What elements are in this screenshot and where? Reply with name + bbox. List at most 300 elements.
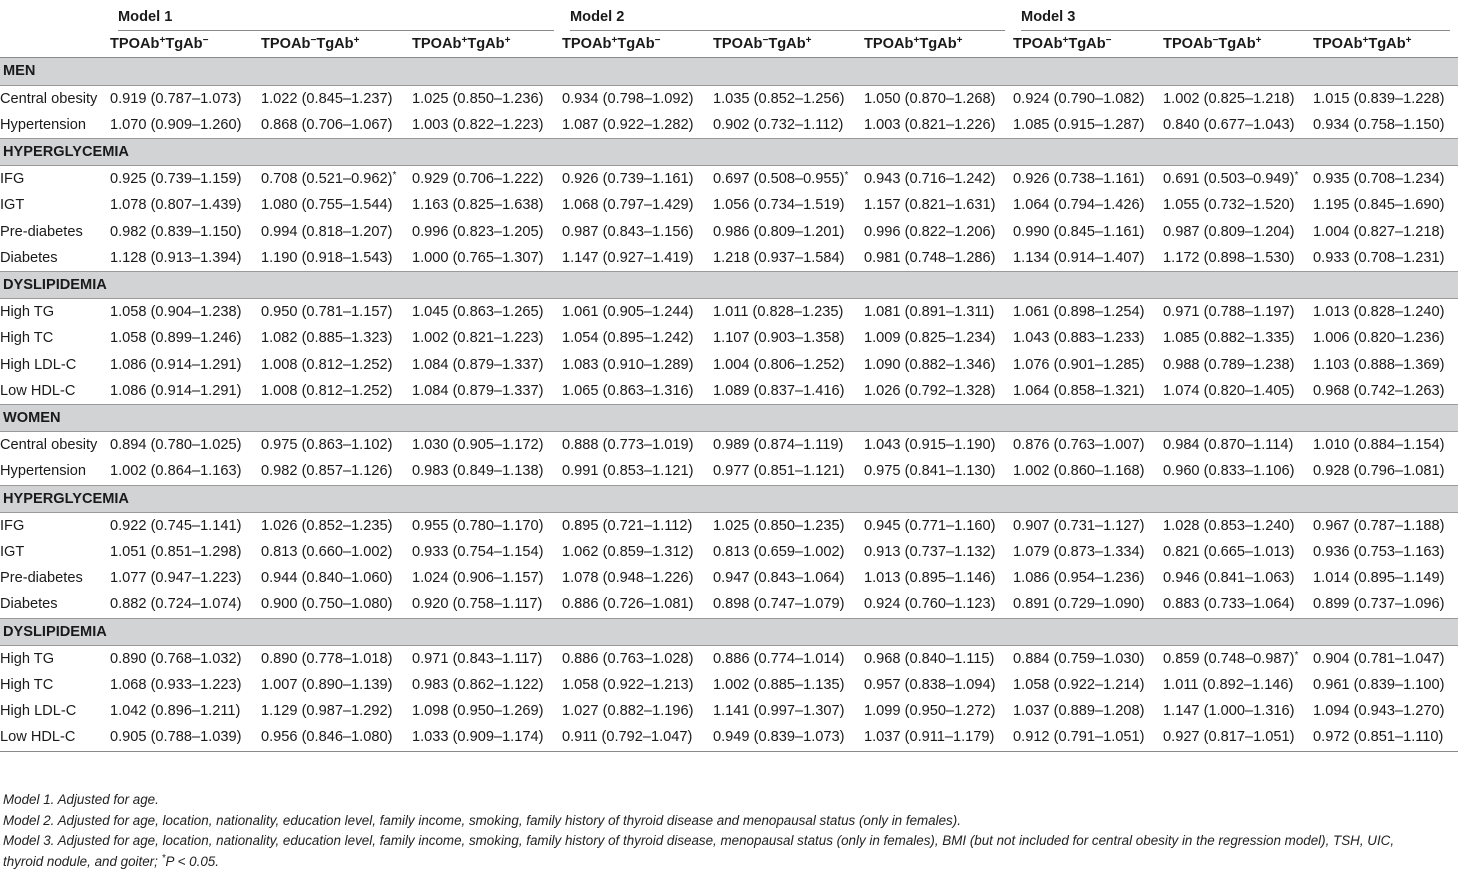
table-row xyxy=(0,698,1458,724)
footnote-model-3-cont xyxy=(3,852,1455,872)
antibody-sign: + xyxy=(1405,35,1412,47)
model-1-label: Model 1 xyxy=(118,4,554,31)
odds-ratio-cell: 1.141 (0.997–1.307) xyxy=(713,703,845,720)
odds-ratio-cell: 0.981 (0.748–1.286) xyxy=(864,249,996,266)
odds-ratio-cell: 1.079 (0.873–1.334) xyxy=(1013,544,1145,561)
odds-ratio-cell: 1.003 (0.821–1.226) xyxy=(864,116,996,133)
table-row xyxy=(0,219,1458,245)
odds-ratio-cell: 1.076 (0.901–1.285) xyxy=(1013,356,1145,373)
odds-ratio-cell: 0.882 (0.724–1.074) xyxy=(110,596,242,613)
odds-ratio-cell: 1.086 (0.954–1.236) xyxy=(1013,570,1145,587)
odds-ratio-cell: 0.996 (0.823–1.205) xyxy=(412,223,544,240)
table-row xyxy=(0,458,1458,485)
table-row xyxy=(0,672,1458,698)
antibody-name: TPOAb xyxy=(1013,36,1063,53)
odds-ratio-cell: 0.924 (0.790–1.082) xyxy=(1013,90,1145,107)
antibody-column-header xyxy=(864,31,1013,58)
odds-ratio-cell: 0.859 (0.748–0.987)* xyxy=(1163,649,1299,667)
odds-ratio-cell: 1.050 (0.870–1.268) xyxy=(864,90,996,107)
odds-ratio-cell: 1.078 (0.807–1.439) xyxy=(110,197,242,214)
footnote-model-3: Model 3. Adjusted for age, location, nationality, education level, family income, smoking, family history of thyroid disease, menopausal status (only in females), BMI (but not included for central obesity in the regression model), TSH, UIC, xyxy=(3,833,1395,848)
section-header-cell xyxy=(0,618,1458,645)
model-3-label: Model 3 xyxy=(1021,4,1450,31)
row-label: Pre-diabetes xyxy=(0,570,83,587)
antibody-sign: + xyxy=(611,35,618,47)
section-title: WOMEN xyxy=(3,410,61,427)
row-label: High TC xyxy=(0,330,54,347)
odds-ratio-cell: 1.078 (0.948–1.226) xyxy=(562,570,694,587)
antibody-column-header xyxy=(1013,31,1163,58)
odds-ratio-cell: 0.934 (0.758–1.150) xyxy=(1313,116,1445,133)
odds-ratio-cell: 0.935 (0.708–1.234) xyxy=(1313,171,1445,188)
odds-ratio-cell: 1.099 (0.950–1.272) xyxy=(864,703,996,720)
odds-ratio-cell: 0.934 (0.798–1.092) xyxy=(562,90,694,107)
odds-ratio-cell: 1.002 (0.821–1.223) xyxy=(412,330,544,347)
odds-ratio-cell: 1.172 (0.898–1.530) xyxy=(1163,249,1295,266)
odds-ratio-cell: 1.085 (0.915–1.287) xyxy=(1013,116,1145,133)
antibody-sign: + xyxy=(805,35,812,47)
antibody-sign: − xyxy=(654,35,661,47)
antibody-column-header xyxy=(562,31,713,58)
antibody-sign: + xyxy=(159,35,166,47)
odds-ratio-cell: 0.691 (0.503–0.949)* xyxy=(1163,170,1299,188)
antibody-sign: − xyxy=(762,35,769,47)
section-header-row xyxy=(0,139,1458,166)
odds-ratio-cell: 1.070 (0.909–1.260) xyxy=(110,116,242,133)
odds-ratio-cell: 1.015 (0.839–1.228) xyxy=(1313,90,1445,107)
table-row xyxy=(0,299,1458,326)
odds-ratio-cell: 0.949 (0.839–1.073) xyxy=(713,724,864,751)
odds-ratio-cell: 1.002 (0.864–1.163) xyxy=(110,463,242,480)
row-label: Hypertension xyxy=(0,463,86,480)
odds-ratio-cell: 0.894 (0.780–1.025) xyxy=(110,437,242,454)
row-label: Low HDL-C xyxy=(0,724,110,751)
table-body xyxy=(0,58,1458,751)
row-label: High TG xyxy=(0,304,55,321)
odds-ratio-cell: 1.074 (0.820–1.405) xyxy=(1163,382,1295,399)
odds-ratio-cell: 0.984 (0.870–1.114) xyxy=(1163,437,1294,454)
odds-ratio-cell: 0.813 (0.659–1.002) xyxy=(713,544,845,561)
odds-ratio-cell: 0.905 (0.788–1.039) xyxy=(110,724,261,751)
odds-ratio-cell: 1.084 (0.879–1.337) xyxy=(412,356,544,373)
section-title: HYPERGLYCEMIA xyxy=(3,490,129,507)
odds-ratio-cell: 0.950 (0.781–1.157) xyxy=(261,304,393,321)
odds-ratio-cell: 0.957 (0.838–1.094) xyxy=(864,677,996,694)
odds-ratio-cell: 0.913 (0.737–1.132) xyxy=(864,544,996,561)
odds-ratio-cell: 1.028 (0.853–1.240) xyxy=(1163,517,1295,534)
antibody-sign: + xyxy=(461,35,468,47)
section-title: DYSLIPIDEMIA xyxy=(3,277,107,294)
odds-ratio-cell: 0.975 (0.841–1.130) xyxy=(864,463,996,480)
odds-ratio-cell: 1.058 (0.922–1.214) xyxy=(1013,677,1145,694)
odds-ratio-cell: 0.924 (0.760–1.123) xyxy=(864,596,996,613)
antibody-name: TPOAb xyxy=(1163,36,1213,53)
corner-cell xyxy=(0,4,110,31)
odds-ratio-cell: 0.996 (0.822–1.206) xyxy=(864,223,996,240)
odds-ratio-cell: 0.982 (0.839–1.150) xyxy=(110,223,242,240)
odds-ratio-cell: 0.994 (0.818–1.207) xyxy=(261,223,393,240)
odds-ratio-cell: 1.107 (0.903–1.358) xyxy=(713,330,845,347)
odds-ratio-cell: 0.968 (0.840–1.115) xyxy=(864,650,995,667)
odds-ratio-cell: 1.218 (0.937–1.584) xyxy=(713,249,845,266)
table-row xyxy=(0,539,1458,565)
odds-ratio-cell: 0.988 (0.789–1.238) xyxy=(1163,356,1295,373)
odds-ratio-cell: 1.134 (0.914–1.407) xyxy=(1013,249,1145,266)
section-header-cell xyxy=(0,58,1458,85)
odds-ratio-cell: 0.876 (0.763–1.007) xyxy=(1013,437,1145,454)
table-row xyxy=(0,645,1458,672)
odds-ratio-cell: 1.008 (0.812–1.252) xyxy=(261,382,393,399)
footnote-model-2: Model 2. Adjusted for age, location, nationality, education level, family income, smoking, family history of thyroid disease and menopausal status (only in females). xyxy=(3,812,961,828)
table-row xyxy=(0,724,1458,751)
antibody-column-header xyxy=(261,31,412,58)
antibody-sign: + xyxy=(504,35,511,47)
table-row xyxy=(0,565,1458,591)
odds-ratio-cell: 0.975 (0.863–1.102) xyxy=(261,437,393,454)
footnote-significance: P < 0.05. xyxy=(165,853,219,869)
row-label: Central obesity xyxy=(0,90,98,107)
table-row xyxy=(0,85,1458,112)
table-row xyxy=(0,245,1458,272)
antibody-sign: − xyxy=(202,35,209,47)
odds-ratio-cell: 1.087 (0.922–1.282) xyxy=(562,116,694,133)
odds-ratio-cell: 0.922 (0.745–1.141) xyxy=(110,517,242,534)
antibody-column-header xyxy=(110,31,261,58)
table-row xyxy=(0,325,1458,351)
table-row xyxy=(0,591,1458,618)
row-label: Hypertension xyxy=(0,116,86,133)
odds-ratio-cell: 0.899 (0.737–1.096) xyxy=(1313,596,1445,613)
odds-ratio-cell: 1.061 (0.898–1.254) xyxy=(1013,304,1145,321)
odds-ratio-cell: 1.090 (0.882–1.346) xyxy=(864,356,996,373)
odds-ratio-cell: 1.026 (0.852–1.235) xyxy=(261,517,393,534)
odds-ratio-cell: 0.926 (0.738–1.161) xyxy=(1013,171,1145,188)
odds-ratio-cell: 0.886 (0.774–1.014) xyxy=(713,650,845,667)
section-header-cell xyxy=(0,405,1458,432)
odds-ratio-cell: 0.968 (0.742–1.263) xyxy=(1313,382,1445,399)
odds-ratio-cell: 0.989 (0.874–1.119) xyxy=(713,437,844,454)
row-label: Central obesity xyxy=(0,437,98,454)
antibody-column-header xyxy=(713,31,864,58)
row-label: IGT xyxy=(0,544,25,561)
odds-ratio-cell: 1.068 (0.797–1.429) xyxy=(562,197,694,214)
odds-ratio-cell: 1.056 (0.734–1.519) xyxy=(713,197,845,214)
odds-ratio-cell: 0.987 (0.809–1.204) xyxy=(1163,223,1295,240)
odds-ratio-cell: 1.025 (0.850–1.235) xyxy=(713,517,845,534)
odds-ratio-cell: 1.089 (0.837–1.416) xyxy=(713,382,845,399)
odds-ratio-cell: 1.027 (0.882–1.196) xyxy=(562,703,694,720)
odds-ratio-cell: 1.064 (0.858–1.321) xyxy=(1013,382,1145,399)
odds-ratio-cell: 1.051 (0.851–1.298) xyxy=(110,544,242,561)
antibody-name: TPOAb xyxy=(1313,36,1363,53)
odds-ratio-cell: 0.928 (0.796–1.081) xyxy=(1313,463,1445,480)
odds-ratio-cell: 1.037 (0.889–1.208) xyxy=(1013,703,1145,720)
significance-marker: * xyxy=(1294,170,1299,182)
antibody-name: TgAb xyxy=(617,36,655,53)
antibody-sign: + xyxy=(1062,35,1069,47)
section-header-row xyxy=(0,58,1458,85)
odds-ratio-cell: 0.821 (0.665–1.013) xyxy=(1163,544,1295,561)
odds-ratio-cell: 1.128 (0.913–1.394) xyxy=(110,249,242,266)
antibody-column-header xyxy=(412,31,562,58)
odds-ratio-cell: 1.026 (0.792–1.328) xyxy=(864,382,996,399)
antibody-column-header xyxy=(1313,31,1458,58)
corner-cell xyxy=(0,31,110,58)
antibody-sign: + xyxy=(913,35,920,47)
antibody-sign: + xyxy=(956,35,963,47)
odds-ratio-cell: 1.081 (0.891–1.311) xyxy=(864,304,995,321)
odds-ratio-cell: 1.011 (0.828–1.235) xyxy=(713,304,844,321)
odds-ratio-cell: 0.956 (0.846–1.080) xyxy=(261,724,412,751)
section-title: HYPERGLYCEMIA xyxy=(3,144,129,161)
row-label: High TC xyxy=(0,677,54,694)
odds-ratio-cell: 1.010 (0.884–1.154) xyxy=(1313,437,1445,454)
odds-ratio-cell: 0.895 (0.721–1.112) xyxy=(562,517,693,534)
odds-ratio-cell: 1.147 (1.000–1.316) xyxy=(1163,703,1295,720)
odds-ratio-cell: 1.043 (0.883–1.233) xyxy=(1013,330,1145,347)
odds-ratio-cell: 1.002 (0.885–1.135) xyxy=(713,677,845,694)
odds-ratio-cell: 1.004 (0.827–1.218) xyxy=(1313,223,1445,240)
odds-ratio-cell: 1.086 (0.914–1.291) xyxy=(110,382,242,399)
odds-ratio-cell: 1.014 (0.895–1.149) xyxy=(1313,570,1445,587)
odds-ratio-cell: 0.900 (0.750–1.080) xyxy=(261,596,393,613)
odds-ratio-cell: 1.022 (0.845–1.237) xyxy=(261,90,393,107)
odds-ratio-cell: 0.943 (0.716–1.242) xyxy=(864,171,996,188)
odds-ratio-cell: 1.045 (0.863–1.265) xyxy=(412,304,544,321)
odds-ratio-cell: 0.886 (0.726–1.081) xyxy=(562,596,694,613)
section-header-row xyxy=(0,405,1458,432)
odds-ratio-cell: 0.933 (0.754–1.154) xyxy=(412,544,544,561)
odds-ratio-cell: 0.925 (0.739–1.159) xyxy=(110,171,242,188)
odds-ratio-cell: 0.902 (0.732–1.112) xyxy=(713,116,844,133)
odds-ratio-cell: 0.926 (0.739–1.161) xyxy=(562,171,694,188)
row-label: IFG xyxy=(0,171,25,188)
row-label: Diabetes xyxy=(0,596,58,613)
section-header-row xyxy=(0,618,1458,645)
odds-ratio-cell: 1.025 (0.850–1.236) xyxy=(412,90,544,107)
odds-ratio-cell: 1.003 (0.822–1.223) xyxy=(412,116,544,133)
odds-ratio-cell: 0.972 (0.851–1.110) xyxy=(1313,724,1458,751)
odds-ratio-cell: 1.054 (0.895–1.242) xyxy=(562,330,694,347)
footnote-model-1: Model 1. Adjusted for age. xyxy=(3,792,159,807)
model-group-header xyxy=(1013,4,1458,31)
odds-ratio-cell: 1.094 (0.943–1.270) xyxy=(1313,703,1445,720)
antibody-name: TgAb xyxy=(316,36,354,53)
row-label: Diabetes xyxy=(0,249,58,266)
section-title: DYSLIPIDEMIA xyxy=(3,623,107,640)
odds-ratio-cell: 0.911 (0.792–1.047) xyxy=(562,724,713,751)
antibody-sign: + xyxy=(353,35,360,47)
antibody-name: TPOAb xyxy=(261,36,311,53)
odds-ratio-cell: 1.083 (0.910–1.289) xyxy=(562,356,694,373)
table-row xyxy=(0,432,1458,459)
model-header-row xyxy=(0,4,1458,31)
odds-ratio-cell: 0.886 (0.763–1.028) xyxy=(562,650,694,667)
odds-ratio-cell: 0.840 (0.677–1.043) xyxy=(1163,116,1295,133)
section-title: MEN xyxy=(3,63,36,80)
odds-ratio-cell: 1.058 (0.922–1.213) xyxy=(562,677,694,694)
odds-ratio-cell: 1.002 (0.860–1.168) xyxy=(1013,463,1145,480)
row-label: IGT xyxy=(0,197,25,214)
odds-ratio-cell: 0.813 (0.660–1.002) xyxy=(261,544,393,561)
odds-ratio-cell: 1.068 (0.933–1.223) xyxy=(110,677,242,694)
odds-ratio-cell: 1.024 (0.906–1.157) xyxy=(412,570,544,587)
odds-ratio-cell: 0.947 (0.843–1.064) xyxy=(713,570,845,587)
odds-ratio-cell: 0.927 (0.817–1.051) xyxy=(1163,724,1313,751)
row-label: Low HDL-C xyxy=(0,382,76,399)
odds-ratio-cell: 1.009 (0.825–1.234) xyxy=(864,330,996,347)
odds-ratio-cell: 0.936 (0.753–1.163) xyxy=(1313,544,1445,561)
odds-ratio-cell: 0.944 (0.840–1.060) xyxy=(261,570,393,587)
odds-ratio-cell: 1.030 (0.905–1.172) xyxy=(412,437,544,454)
odds-ratio-cell: 1.002 (0.825–1.218) xyxy=(1163,90,1295,107)
odds-ratio-cell: 1.007 (0.890–1.139) xyxy=(261,677,393,694)
odds-ratio-cell: 1.163 (0.825–1.638) xyxy=(412,197,544,214)
antibody-column-header xyxy=(1163,31,1313,58)
odds-ratio-cell: 0.983 (0.849–1.138) xyxy=(412,463,544,480)
antibody-name: TPOAb xyxy=(713,36,763,53)
odds-ratio-cell: 1.080 (0.755–1.544) xyxy=(261,197,393,214)
antibody-name: TgAb xyxy=(919,36,957,53)
table-header xyxy=(0,4,1458,58)
odds-ratio-cell: 0.945 (0.771–1.160) xyxy=(864,517,996,534)
odds-ratio-cell: 1.190 (0.918–1.543) xyxy=(261,249,393,266)
footnote-asterisk: * xyxy=(161,852,166,864)
odds-ratio-cell: 0.960 (0.833–1.106) xyxy=(1163,463,1295,480)
odds-ratio-cell: 1.157 (0.821–1.631) xyxy=(864,197,996,214)
table-footnotes xyxy=(3,790,1455,872)
odds-ratio-cell: 1.077 (0.947–1.223) xyxy=(110,570,242,587)
odds-ratio-cell: 0.986 (0.809–1.201) xyxy=(713,223,845,240)
model-group-header xyxy=(110,4,562,31)
odds-ratio-cell: 0.971 (0.843–1.117) xyxy=(412,650,543,667)
odds-ratio-cell: 1.011 (0.892–1.146) xyxy=(1163,677,1294,694)
odds-ratio-cell: 0.983 (0.862–1.122) xyxy=(412,677,544,694)
odds-ratio-cell: 1.013 (0.828–1.240) xyxy=(1313,304,1445,321)
odds-ratio-cell: 0.982 (0.857–1.126) xyxy=(261,463,393,480)
table-row xyxy=(0,166,1458,193)
row-label: Pre-diabetes xyxy=(0,223,83,240)
odds-ratio-cell: 0.907 (0.731–1.127) xyxy=(1013,517,1145,534)
odds-ratio-cell: 0.929 (0.706–1.222) xyxy=(412,171,544,188)
odds-ratio-cell: 1.043 (0.915–1.190) xyxy=(864,437,996,454)
odds-ratio-cell: 1.129 (0.987–1.292) xyxy=(261,703,393,720)
antibody-sign: + xyxy=(1362,35,1369,47)
section-header-cell xyxy=(0,485,1458,512)
odds-ratio-cell: 1.084 (0.879–1.337) xyxy=(412,382,544,399)
results-table xyxy=(0,4,1458,752)
antibody-name: TPOAb xyxy=(110,36,160,53)
odds-ratio-cell: 1.033 (0.909–1.174) xyxy=(412,724,562,751)
odds-ratio-cell: 1.035 (0.852–1.256) xyxy=(713,90,845,107)
odds-ratio-cell: 1.082 (0.885–1.323) xyxy=(261,330,393,347)
odds-ratio-cell: 0.888 (0.773–1.019) xyxy=(562,437,694,454)
row-label: High TG xyxy=(0,650,55,667)
antibody-name: TgAb xyxy=(467,36,505,53)
antibody-name: TPOAb xyxy=(562,36,612,53)
section-header-row xyxy=(0,272,1458,299)
antibody-name: TPOAb xyxy=(412,36,462,53)
odds-ratio-cell: 1.065 (0.863–1.316) xyxy=(562,382,694,399)
odds-ratio-cell: 1.061 (0.905–1.244) xyxy=(562,304,694,321)
antibody-sign: + xyxy=(1255,35,1262,47)
odds-ratio-cell: 0.933 (0.708–1.231) xyxy=(1313,249,1445,266)
table-row xyxy=(0,192,1458,218)
odds-ratio-cell: 1.006 (0.820–1.236) xyxy=(1313,330,1445,347)
odds-ratio-cell: 1.086 (0.914–1.291) xyxy=(110,356,242,373)
odds-ratio-cell: 0.987 (0.843–1.156) xyxy=(562,223,694,240)
odds-ratio-cell: 0.898 (0.747–1.079) xyxy=(713,596,845,613)
antibody-name: TPOAb xyxy=(864,36,914,53)
odds-ratio-cell: 0.884 (0.759–1.030) xyxy=(1013,650,1145,667)
antibody-name: TgAb xyxy=(165,36,203,53)
footnote-text: thyroid nodule, and goiter; xyxy=(3,853,162,869)
antibody-sign: − xyxy=(1212,35,1219,47)
odds-ratio-cell: 0.868 (0.706–1.067) xyxy=(261,116,393,133)
odds-ratio-cell: 0.891 (0.729–1.090) xyxy=(1013,596,1145,613)
odds-ratio-cell: 0.946 (0.841–1.063) xyxy=(1163,570,1295,587)
odds-ratio-cell: 1.037 (0.911–1.179) xyxy=(864,724,1013,751)
table-row xyxy=(0,378,1458,405)
odds-ratio-cell: 0.883 (0.733–1.064) xyxy=(1163,596,1295,613)
table-row xyxy=(0,112,1458,139)
odds-ratio-cell: 0.890 (0.768–1.032) xyxy=(110,650,242,667)
odds-ratio-cell: 1.195 (0.845–1.690) xyxy=(1313,197,1445,214)
odds-ratio-cell: 1.147 (0.927–1.419) xyxy=(562,249,694,266)
odds-ratio-cell: 0.697 (0.508–0.955)* xyxy=(713,170,849,188)
antibody-name: TgAb xyxy=(1368,36,1406,53)
odds-ratio-cell: 1.042 (0.896–1.211) xyxy=(110,703,241,720)
antibody-header-row xyxy=(0,31,1458,58)
odds-ratio-cell: 0.977 (0.851–1.121) xyxy=(713,463,845,480)
row-label: IFG xyxy=(0,517,25,534)
significance-marker: * xyxy=(1294,649,1299,661)
odds-ratio-cell: 0.955 (0.780–1.170) xyxy=(412,517,544,534)
odds-ratio-cell: 0.990 (0.845–1.161) xyxy=(1013,223,1145,240)
antibody-sign: − xyxy=(1105,35,1112,47)
odds-ratio-cell: 0.890 (0.778–1.018) xyxy=(261,650,393,667)
row-label: High LDL-C xyxy=(0,703,77,720)
odds-ratio-cell: 1.103 (0.888–1.369) xyxy=(1313,356,1445,373)
odds-ratio-cell: 0.967 (0.787–1.188) xyxy=(1313,517,1445,534)
model-group-header xyxy=(562,4,1013,31)
significance-marker: * xyxy=(392,170,397,182)
odds-ratio-cell: 0.920 (0.758–1.117) xyxy=(412,596,543,613)
section-header-row xyxy=(0,485,1458,512)
antibody-name: TgAb xyxy=(1068,36,1106,53)
odds-ratio-cell: 0.991 (0.853–1.121) xyxy=(562,463,694,480)
odds-ratio-cell: 0.971 (0.788–1.197) xyxy=(1163,304,1295,321)
odds-ratio-cell: 0.919 (0.787–1.073) xyxy=(110,90,242,107)
odds-ratio-cell: 1.055 (0.732–1.520) xyxy=(1163,197,1295,214)
odds-ratio-cell: 1.000 (0.765–1.307) xyxy=(412,249,544,266)
odds-ratio-cell: 0.912 (0.791–1.051) xyxy=(1013,724,1163,751)
odds-ratio-cell: 1.058 (0.904–1.238) xyxy=(110,304,242,321)
odds-ratio-cell: 1.085 (0.882–1.335) xyxy=(1163,330,1295,347)
model-2-label: Model 2 xyxy=(570,4,1005,31)
significance-marker: * xyxy=(844,170,849,182)
table-row xyxy=(0,512,1458,539)
antibody-name: TgAb xyxy=(768,36,806,53)
odds-ratio-cell: 1.062 (0.859–1.312) xyxy=(562,544,694,561)
odds-ratio-cell: 1.008 (0.812–1.252) xyxy=(261,356,393,373)
antibody-name: TgAb xyxy=(1218,36,1256,53)
odds-ratio-cell: 0.961 (0.839–1.100) xyxy=(1313,677,1445,694)
odds-ratio-cell: 1.004 (0.806–1.252) xyxy=(713,356,845,373)
odds-ratio-cell: 1.058 (0.899–1.246) xyxy=(110,330,242,347)
section-header-cell xyxy=(0,139,1458,166)
antibody-sign: − xyxy=(310,35,317,47)
